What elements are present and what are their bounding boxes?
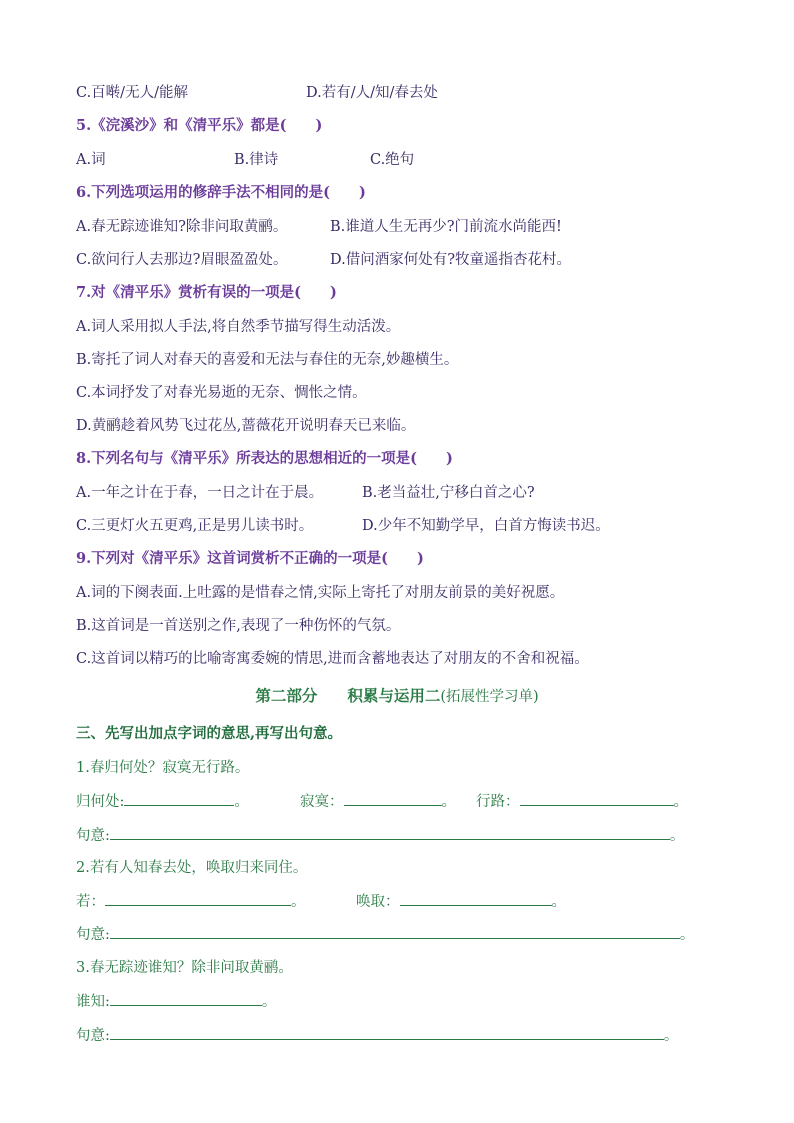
item1-line3: 行路： 。 (476, 791, 688, 812)
item1-label-xinglu: 行路： (476, 794, 520, 810)
q4-option-d: D.若有/人/知/春去处 (306, 85, 438, 101)
answer-blank[interactable] (520, 791, 674, 806)
q5-option-a: A.词 (76, 152, 106, 168)
q6-option-d: D.借问酒家何处有?牧童遥指杏花村。 (330, 252, 571, 268)
q6-option-a: A.春无踪迹谁知?除非问取黄鹂。 (76, 219, 288, 235)
answer-blank[interactable] (400, 891, 552, 906)
q6-option-c: C.欲问行人去那边?眉眼盈盈处。 (76, 252, 288, 268)
item3-sentence: 3.春无踪迹谁知？除非问取黄鹂。 (76, 960, 293, 976)
item3-meaning: 句意: 。 (76, 1025, 678, 1046)
q5-option-c: C.绝句 (370, 152, 415, 168)
part2-note: (拓展性学习单) (440, 689, 539, 705)
answer-blank[interactable] (110, 924, 680, 939)
q8-option-a: A.一年之计在于春，一日之计在于晨。 (76, 485, 324, 501)
q7-option-d: D.黄鹂趁着风势飞过花丛,蔷薇花开说明春天已来临。 (76, 418, 416, 434)
item3-label-shuizhi: 谁知: (76, 994, 110, 1010)
item2-line2: 唤取： 。 (356, 891, 566, 912)
q7-option-c: C.本词抒发了对春光易逝的无奈、惆怅之情。 (76, 385, 367, 401)
q9-option-b: B.这首词是一首送别之作,表现了一种伤怀的气氛。 (76, 618, 401, 634)
q9-option-c: C.这首词以精巧的比喻寄寓委婉的情思,进而含蓄地表达了对朋友的不舍和祝福。 (76, 651, 589, 667)
item1-label-jimo: 寂寞： (300, 794, 344, 810)
item1-meaning: 句意: 。 (76, 825, 684, 846)
part2-heading (0, 684, 794, 706)
item2-meaning: 句意: 。 (76, 924, 694, 945)
q9-stem: 9.下列对《清平乐》这首词赏析不正确的一项是( ) (76, 550, 424, 567)
item2-label-meaning: 句意: (76, 927, 110, 943)
item1-sentence: 1.春归何处？寂寞无行路。 (76, 760, 250, 776)
q7-stem: 7.对《清平乐》赏析有误的一项是( ) (76, 284, 337, 301)
part2-subtitle: 积累与运用二 (347, 686, 441, 705)
answer-blank[interactable] (110, 991, 262, 1006)
item3-line1: 谁知: 。 (76, 991, 276, 1012)
section3-heading: 三、先写出加点字词的意思,再写出句意。 (76, 725, 343, 742)
item1-label-guihechu: 归何处: (76, 794, 125, 810)
item2-label-huanqu: 唤取： (356, 894, 400, 910)
q5-stem: 5.《浣溪沙》和《清平乐》都是( ) (76, 117, 323, 134)
q6-option-b: B.谁道人生无再少?门前流水尚能西! (330, 219, 562, 235)
item1-line1: 归何处: 。 (76, 791, 249, 812)
item3-label-meaning: 句意: (76, 1028, 110, 1044)
answer-blank[interactable] (110, 825, 670, 840)
q8-option-c: C.三更灯火五更鸡,正是男儿读书时。 (76, 518, 314, 534)
part2-title: 第二部分 (255, 686, 318, 705)
answer-blank[interactable] (344, 791, 442, 806)
q7-option-a: A.词人采用拟人手法,将自然季节描写得生动活泼。 (76, 319, 401, 335)
answer-blank[interactable] (110, 1025, 664, 1040)
q8-option-b: B.老当益壮,宁移白首之心? (362, 485, 535, 501)
q9-option-a: A.词的下阕表面.上吐露的是惜春之情,实际上寄托了对朋友前景的美好祝愿。 (76, 585, 565, 601)
answer-blank[interactable] (124, 791, 234, 806)
item2-label-ruo: 若： (76, 894, 105, 910)
q8-option-d: D.少年不知勤学早，白首方悔读书迟。 (362, 518, 610, 534)
q8-stem: 8.下列名句与《清平乐》所表达的思想相近的一项是( ) (76, 450, 453, 467)
answer-blank[interactable] (105, 891, 291, 906)
item2-sentence: 2.若有人知春去处，唤取归来同住。 (76, 860, 308, 876)
q6-stem: 6.下列选项运用的修辞手法不相同的是( ) (76, 184, 366, 201)
item1-line2: 寂寞： 。 (300, 791, 456, 812)
q5-option-b: B.律诗 (234, 152, 279, 168)
q7-option-b: B.寄托了词人对春天的喜爱和无法与春住的无奈,妙趣横生。 (76, 352, 459, 368)
q4-option-c: C.百啭/无人/能解 (76, 85, 188, 101)
item1-label-meaning: 句意: (76, 828, 110, 844)
item2-line1: 若： 。 (76, 891, 306, 912)
